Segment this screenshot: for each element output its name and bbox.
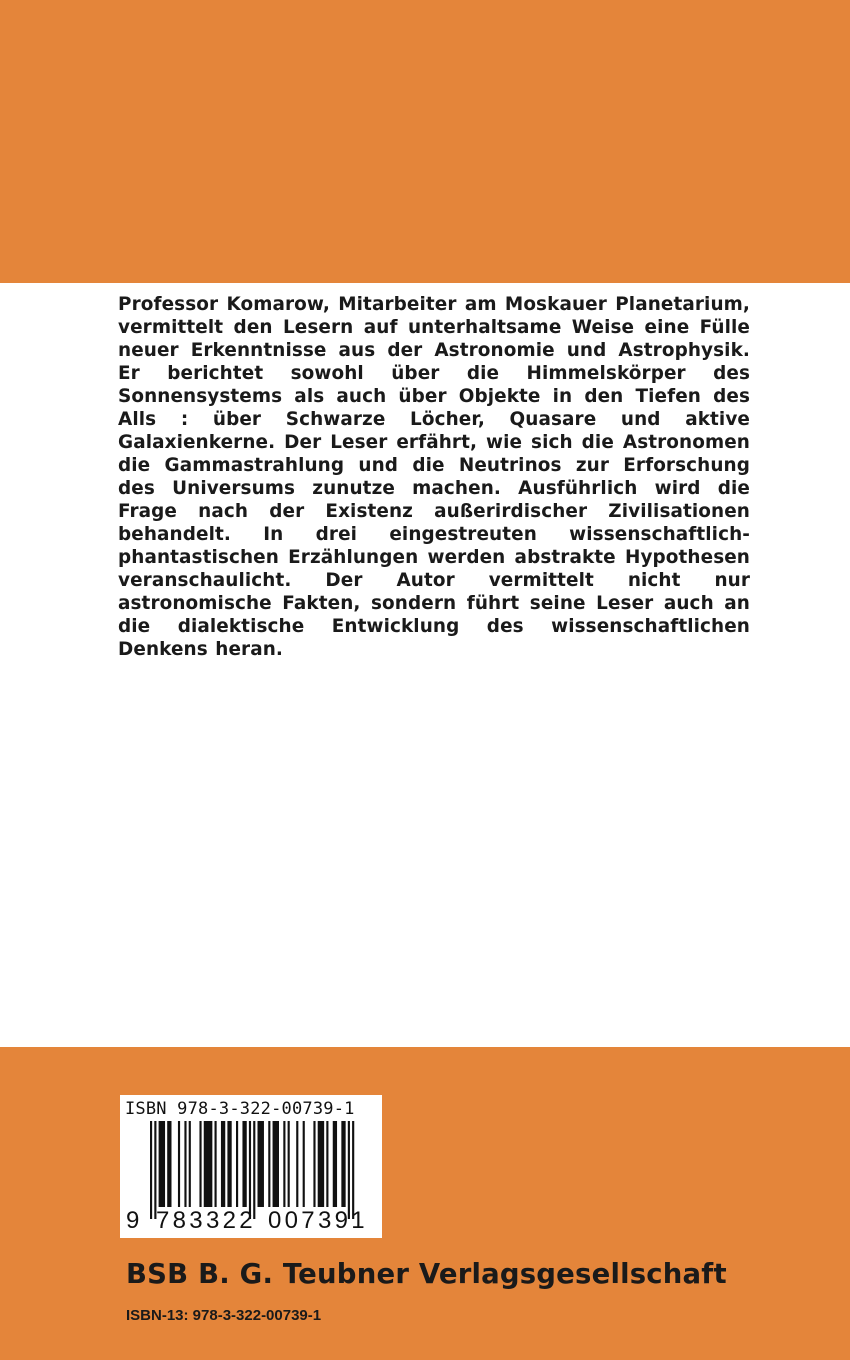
back-cover-blurb: Professor Komarow, Mitarbeiter am Moskauer Planetarium, vermittelt den Lesern auf unterhaltsame Weise eine Fülle neuer Erkenntnisse aus der Astronomie und Astrophysik. Er berichtet sowohl über die Himmelskörper des Sonnensystems als auch über Objekte in den Tiefen des Alls : über Schwarze Löcher, Quasare und aktive Galaxienkerne. Der Leser erfährt, wie sich die Astronomen die Gammastrahlung und die Neutrinos zur Erforschung des Universums zunutze machen. Ausführlich wird die Frage nach der Existenz außerirdischer Zivilisationen behandelt. In drei eingestreuten wissenschaftlich-phantastischen Erzählungen werden abstrakte Hypothesen veranschaulicht. Der Autor vermittelt nicht nur astronomische Fakten, sondern führt seine Leser auch an die dialektische Entwicklung des wissenschaftlichen Denkens heran. [118,294,750,660]
barcode-bar-19 [283,1121,285,1207]
barcode-bar-21 [296,1121,298,1207]
barcode-bar-25 [326,1121,328,1207]
publisher-name: BSB B. G. Teubner Verlagsgesellschaft [126,1258,727,1290]
barcode-bar-0 [150,1121,152,1219]
barcode-bar-8 [204,1121,213,1207]
barcode-bar-4 [178,1121,180,1207]
barcode-bar-16 [258,1121,264,1207]
barcode-bar-1 [154,1121,156,1219]
barcode-bar-7 [199,1121,201,1207]
barcode-bar-22 [303,1121,305,1207]
barcode-bar-20 [288,1121,290,1207]
barcode-bar-6 [189,1121,191,1207]
barcode-bar-9 [215,1121,217,1207]
barcode-bar-27 [341,1121,345,1207]
barcode-bar-29 [352,1121,354,1219]
barcode-left-digits: 783322 [156,1207,256,1234]
barcode-bar-26 [333,1121,337,1207]
barcode-right-digits: 007391 [268,1207,368,1234]
barcode-bar-18 [273,1121,279,1207]
barcode-bar-11 [227,1121,231,1207]
barcode-first-digit: 9 [126,1207,140,1234]
barcode-bar-28 [348,1121,350,1219]
isbn-13: ISBN-13: 978-3-322-00739-1 [126,1307,322,1324]
barcode-bar-5 [184,1121,186,1207]
barcode-bar-15 [253,1121,255,1219]
top-orange-band [0,0,850,283]
barcode-bar-23 [313,1121,315,1207]
barcode-bar-14 [249,1121,251,1219]
barcode-bar-17 [268,1121,270,1207]
isbn-barcode [120,1095,382,1238]
barcode-bar-24 [318,1121,324,1207]
barcode-bar-3 [167,1121,171,1207]
barcode-bar-12 [236,1121,238,1207]
barcode-isbn-label: ISBN 978-3-322-00739-1 [125,1099,355,1119]
barcode-bar-13 [242,1121,246,1207]
barcode-bar-10 [221,1121,225,1207]
barcode-bar-2 [159,1121,165,1207]
